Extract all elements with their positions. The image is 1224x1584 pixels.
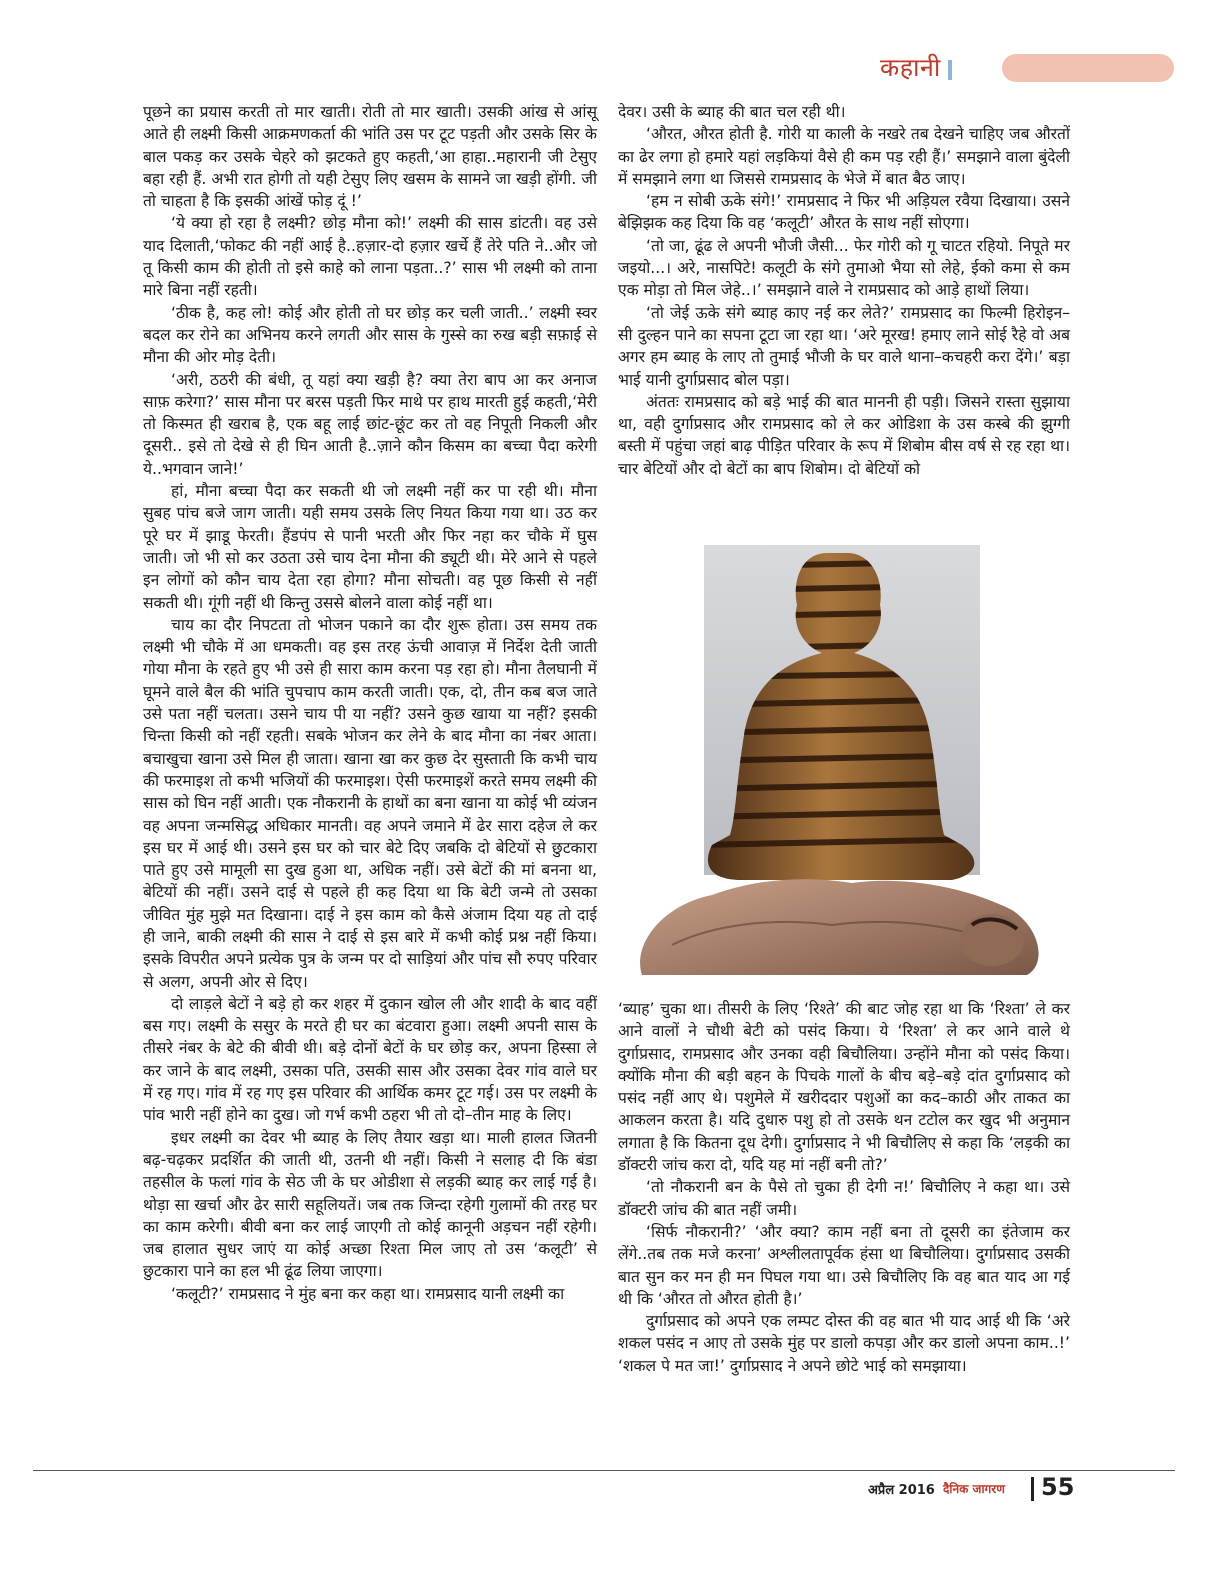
- paragraph: चाय का दौर निपटता तो भोजन पकाने का दौर शुरू होता। उस समय तक लक्ष्मी भी चौके में आ धमकती। वह इस तरह ऊंची आवाज़ में निर्देश देती जाती गोया मौना के रहते हुए भी उसे ही सारा काम करना पड़ रहा हो। मौना तैलघानी में घूमने वाले बैल की भांति चुपचाप काम करती जाती। एक, दो, तीन कब बज जाते उसे पता नहीं चलता। उसने चाय पी या नहीं? उसने कुछ खाया या नहीं? इसकी चिन्ता किसी को नहीं रहती। सबके भोजन कर लेने के बाद मौना का नंबर आता। बचाखुचा खाना उसे मिल ही जाता। खाना खा कर कुछ देर सुस्ताती कि कभी चाय की फरमाइश तो कभी भजियों की फरमाइश। ऐसी फरमाइशें करते समय लक्ष्मी की सास को घिन नहीं आती। एक नौकरानी के हाथों का बना खाना या कोई भी व्यंजन वह अपना जन्मसिद्ध अधिकार मानती। वह अपने जमाने में ढेर सारा दहेज ले कर इस घर में आई थी। उसने इस घर को चार बेटे दिए जबकि दो बेटियों से छुटकारा पाते हुए उसे मामूली सा दुख हुआ था, अधिक नहीं। उसे बेटों की मां बनना था, बेटियों की नहीं। उसने दाई से पहले ही कह दिया था कि बेटी जन्मे तो उसका जीवित मुंह मुझे मत दिखाना। दाई ने इस काम को कैसे अंजाम दिया यह तो दाई ही जाने, बाकी लक्ष्मी की सास ने दाई से इस बारे में कभी कोई प्रश्न नहीं किया। इसके विपरीत अपने प्रत्येक पुत्र के जन्म पर दो साड़ियां और पांच सौ रुपए परिवार से अलग, अपनी ओर से दिए।: [143, 615, 597, 991]
- paragraph: ‘ठीक है, कह लो! कोई और होती तो घर छोड़ कर चली जाती..’ लक्ष्मी स्वर बदल कर रोने का अभिनय करने लगती और सास के गुस्से का रुख बड़ी सफ़ाई से मौना की ओर मोड़ देती।: [143, 303, 597, 367]
- paragraph: ‘औरत, औरत होती है. गोरी या काली के नखरे तब देखने चाहिए जब औरतों का ढेर लगा हो हमारे यहां लड़कियां वैसे ही कम पड़ रही हैं।’ समझाने वाला बुंदेली में समझाने लगा था जिससे रामप्रसाद के भेजे में बात बैठ जाए।: [618, 125, 1070, 188]
- paragraph: अंततः रामप्रसाद को बड़े भाई की बात माननी ही पड़ी। जिसने रास्ता सुझाया था, वही दुर्गाप्रसाद और रामप्रसाद को ले कर ओडिशा के उस कस्बे की झुग्गी बस्ती में पहुंचा जहां बाढ़ पीड़ित परिवार के रूप में शिबोम बीस वर्ष से रह रहा था। चार बेटियों और दो बेटों का बाप शिबोम। दो बेटियों को: [618, 392, 1070, 478]
- paragraph: दुर्गाप्रसाद को अपने एक लम्पट दोस्त की वह बात भी याद आई थी कि ‘अरे शकल पसंद न आए तो उसके मुंह पर डालो कपड़ा और कर डालो अपना काम..!’ ‘शकल पे मत जा!’ दुर्गाप्रसाद ने अपने छोटे भाई को समझाया।: [618, 1312, 1070, 1375]
- paragraph: ‘तो जेई ऊके संगे ब्याह काए नई कर लेते?’ रामप्रसाद का फिल्मी हिरोइन–सी दुल्हन पाने का सपना टूटा जा रहा था। ‘अरे मूरख! हमाए लाने सोई रैहे वो अब अगर हम ब्याह के लाए तो तुमाई भौजी के घर वाले थाना–कचहरी करा देंगे।’ बड़ा भाई यानी दुर्गाप्रसाद बोल पड़ा।: [618, 303, 1070, 389]
- header-decoration: [1002, 54, 1174, 82]
- paragraph: ‘तो जा, ढूंढ ले अपनी भौजी जैसी... फेर गोरी को गू चाटत रहियो. निपूते मर जइयो...। अरे, नासपिटे! कलूटी के संगे तुमाओ भैया सो लेहे, ईको कमा से कम एक मोड़ा तो मिल जेहे..।’ समझाने वाले ने रामप्रसाद को आड़े हाथों लिया।: [618, 236, 1070, 300]
- paragraph: ‘हम न सोबी ऊके संगे!’ रामप्रसाद ने फिर भी अड़ियल रवैया दिखाया। उसने बेझिझक कह दिया कि वह ‘कलूटी’ औरत के साथ नहीं सोएगा।: [618, 192, 1070, 233]
- right-column-bottom: [618, 998, 1070, 1377]
- right-column-top: [618, 101, 1070, 480]
- paragraph: पूछने का प्रयास करती तो मार खाती। रोती तो मार खाती। उसकी आंख से आंसू आते ही लक्ष्मी किसी आक्रमणकर्ता की भांति उस पर टूट पड़ती और उसके सिर के बाल पकड़ कर उसके चेहरे को झटकते हुए कहती,‘आ हाहा..महारानी जी टेसुए बहा रही हैं. अभी रात होगी तो यही टेसुए लिए खसम के सामने जा खड़ी होंगी. जी तो चाहता है कि इसकी आंखें फोड़ दूं !’: [143, 103, 597, 211]
- paragraph: दो लाड़ले बेटों ने बड़े हो कर शहर में दुकान खोल ली और शादी के बाद वहीं बस गए। लक्ष्मी के ससुर के मरते ही घर का बंटवारा हुआ। लक्ष्मी अपनी सास के तीसरे नंबर के बेटे की बीवी थी। बड़े दोनों बेटों के घर छोड़ कर, अपना हिस्सा ले कर जाने के बाद लक्ष्मी, उसका पति, उसकी सास और उसका देवर गांव वाले घर में रह गए। गांव में रह गए इस परिवार की आर्थिक कमर टूट गई। उस पर लक्ष्मी के पांव भारी नहीं होने का दुख। जो गर्भ कभी ठहरा भी तो दो–तीन माह के लिए।: [143, 994, 597, 1125]
- issue-date: अप्रैल 2016: [868, 1483, 935, 1498]
- page-number: 55: [1041, 1473, 1075, 1501]
- paragraph: इधर लक्ष्मी का देवर भी ब्याह के लिए तैयार खड़ा था। माली हालत जितनी बढ़-चढ़कर प्रदर्शित की जाती थी, उतनी थी नहीं। किसी ने सलाह दी कि बंडा तहसील के फलां गांव के सेठ जी के घर ओडीशा से लड़की ब्याह कर लाई गई है। थोड़ा सा खर्चा और ढेर सारी सहूलियतें। जब तक जिन्दा रहेगी गुलामों की तरह घर का काम करेगी। बीवी बना कर लाई जाएगी तो कोई कानूनी अड़चन नहीं रहेगी। जब हालात सुधर जाएं या कोई अच्छा रिश्ता मिल जाए तो उस ‘कलूटी’ से छुटकारा पाने का हल भी ढूंढ लिया जाएगा।: [143, 1128, 597, 1281]
- paragraph: ‘सिर्फ नौकरानी?’ ‘और क्या? काम नहीं बना तो दूसरी का इंतेजाम कर लेंगे..तब तक मजे करना’ अश्लीलतापूर्वक हंसा था बिचौलिया। दुर्गाप्रसाद उसकी बात सुन कर मन ही मन पिघल गया था। उसे बिचौलिए कि वह बात याद आ गई थी कि ‘औरत तो औरत होती है।’: [618, 1222, 1070, 1308]
- section-title: कहानी: [880, 53, 941, 82]
- section-divider: [948, 60, 952, 80]
- paragraph: ‘अरी, ठठरी की बंधी, तू यहां क्या खड़ी है? क्या तेरा बाप आ कर अनाज साफ़ करेगा?’ सास मौना पर बरस पड़ती फिर माथे पर हाथ मारती हुई कहती,‘मेरी तो किस्मत ही खराब है, एक बहू लाई छांट-छूंट कर तो वह निपूती निकली और दूसरी.. इसे तो देखे से ही घिन आती है..ज़ाने कौन किसम का बच्चा पैदा करेगी ये..भगवान जाने!’: [143, 370, 597, 478]
- paragraph: ‘ये क्या हो रहा है लक्ष्मी? छोड़ मौना को!’ लक्ष्मी की सास डांटती। वह उसे याद दिलाती,‘फोकट की नहीं आई है..हज़ार-दो हज़ार खर्चे हैं तेरे पति ने..और जो तू किसी काम की होती तो इसे काहे को लाना पड़ता..?’ सास भी लक्ष्मी को ताना मारे बिना नहीं रहती।: [143, 214, 597, 300]
- paragraph: ‘तो नौकरानी बन के पैसे तो चुका ही देगी न!’ बिचौलिए ने कहा था। उसे डॉक्टरी जांच की बात नहीं जमी।: [618, 1178, 1070, 1219]
- paragraph: हां, मौना बच्चा पैदा कर सकती थी जो लक्ष्मी नहीं कर पा रही थी। मौना सुबह पांच बजे जाग जाती। यही समय उसके लिए नियत किया गया था। उठ कर पूरे घर में झाडू फेरती। हैंडपंप से पानी भरती और फिर नहा कर चौके में घुस जाती। जो भी सो कर उठता उसे चाय देना मौना की ड्यूटी थी। मेरे आने से पहले इन लोगों को कौन चाय देता रहा होगा? मौना सोचती। वह पूछ किसी से नहीं सकती थी। गूंगी नहीं थी किन्तु उससे बोलने वाला कोई नहीं था।: [143, 482, 597, 612]
- footer-divider: [1031, 1477, 1034, 1501]
- footer-rule: [33, 1470, 1175, 1471]
- left-column: [143, 101, 597, 1305]
- paragraph: ‘कलूटी?’ रामप्रसाद ने मुंह बना कर कहा था। रामप्रसाद यानी लक्ष्मी का: [171, 1284, 565, 1303]
- paragraph: ‘ब्याह’ चुका था। तीसरी के लिए ‘रिश्ते’ की बाट जोह रहा था कि ‘रिश्ता’ ले कर आने वालों ने चौथी बेटी को पसंद किया। ये ‘रिश्ता’ ले कर आने वाले थे दुर्गाप्रसाद, रामप्रसाद और उनका वही बिचौलिया। उन्होंने मौना को पसंद किया। क्योंकि मौना की बड़ी बहन के पिचके गालों के बीच बड़े–बड़े दांत दुर्गाप्रसाद को पसंद नहीं आए थे। पशुमेले में खरीददार पशुओं का कद–काठी और ताकत का आकलन करता है। यदि दुधारु पशु हो तो उसके थन टटोल कर खुद भी अनुमान लगाता है कि कितना दूध देगी। दुर्गाप्रसाद ने भी बिचौलिए से कहा कि ‘लड़की का डॉक्टरी जांच करा दो, यदि यह मां नहीं बनी तो?’: [618, 1000, 1070, 1175]
- paragraph: देवर। उसी के ब्याह की बात चल रही थी।: [618, 103, 846, 121]
- magazine-logo: दैनिक जागरण: [943, 1482, 1005, 1496]
- story-illustration: [632, 545, 1046, 983]
